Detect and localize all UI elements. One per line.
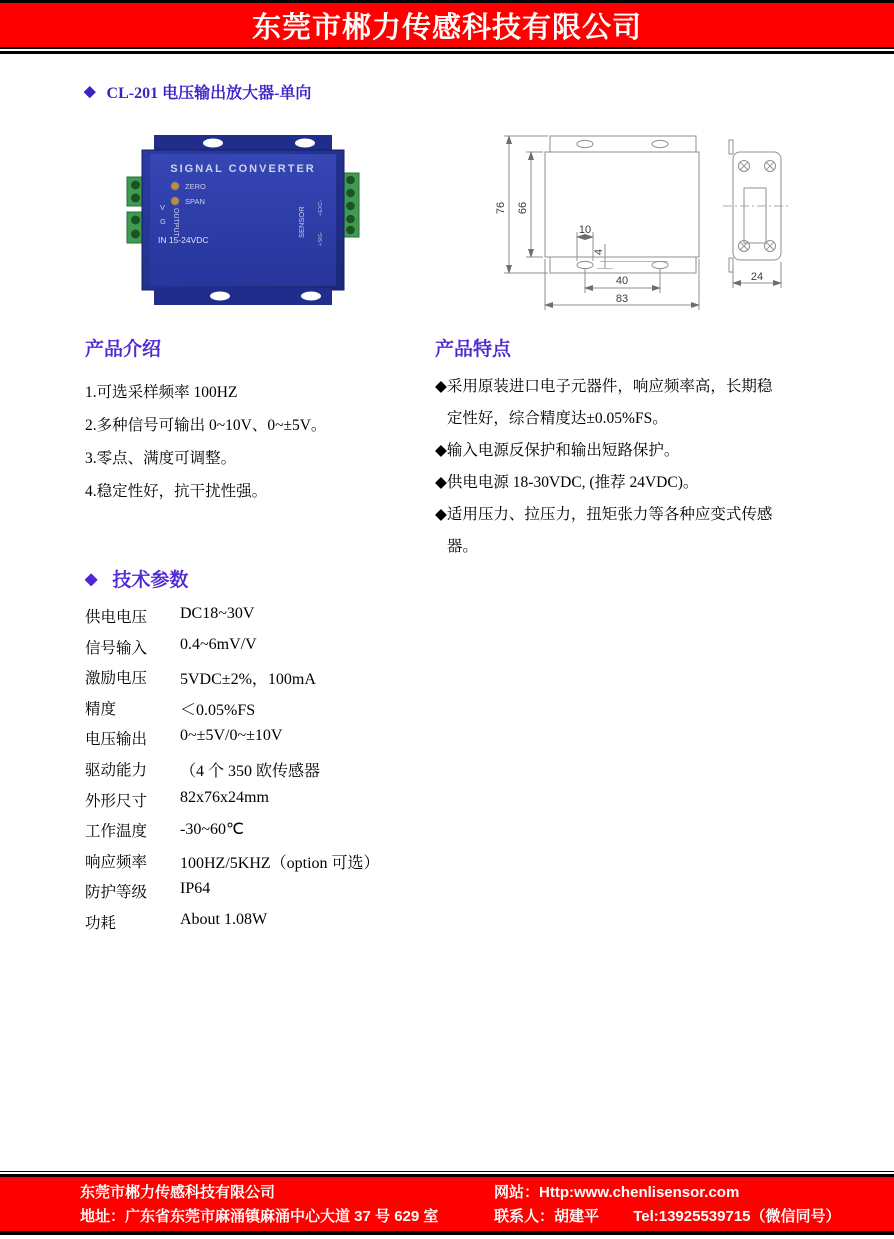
zero-label: ZERO xyxy=(185,182,206,191)
power-label: IN 15-24VDC xyxy=(158,235,209,245)
top-mount-slot xyxy=(203,139,223,148)
dim-40: 40 xyxy=(615,275,629,287)
spec-label: 信号输入 xyxy=(85,639,148,657)
spec-label: 激励电压 xyxy=(85,670,148,688)
diamond-bullet-icon: ◆ xyxy=(435,474,447,491)
footer-website: 网站：Http:www.chenlisensor.com xyxy=(494,1184,740,1201)
spec-row xyxy=(85,850,515,881)
footer xyxy=(0,1171,894,1235)
header xyxy=(0,0,894,54)
spec-label: 精度 xyxy=(85,700,117,718)
front-body xyxy=(545,152,699,257)
product-intro-section xyxy=(85,334,430,508)
spec-value: 0~±5V/0~±10V xyxy=(180,727,283,745)
dim-4: 4 xyxy=(593,248,605,256)
spec-value: 0.4~6mV/V xyxy=(180,635,257,653)
footer-company: 东莞市郴力传感科技有限公司 xyxy=(80,1184,276,1201)
spec-value: -30~60℃ xyxy=(180,821,244,839)
product-photo xyxy=(108,120,388,320)
feature-item xyxy=(435,371,815,435)
footer-left-column xyxy=(0,1181,494,1231)
right-terminal-block xyxy=(342,173,359,237)
bottom-mount-slot xyxy=(301,292,321,301)
bottom-mount-slot xyxy=(210,292,230,301)
spec-label: 功耗 xyxy=(85,914,117,932)
feature-text: 输入电源反保护和输出短路保护。 xyxy=(446,442,680,459)
feature-text: 采用原装进口电子元器件，响应频率高，长期稳定性好，综合精度达±0.05%FS。 xyxy=(446,378,773,427)
product-title-row xyxy=(84,80,311,103)
diamond-icon: ◆ xyxy=(85,570,98,588)
spec-label: 工作温度 xyxy=(85,823,148,841)
spec-value: 5VDC±2%，100mA xyxy=(180,671,316,689)
spec-row xyxy=(85,727,515,758)
spec-row xyxy=(85,697,515,728)
diamond-bullet-icon: ◆ xyxy=(435,378,447,395)
intro-item: 3.零点、满度可调整。 xyxy=(85,450,237,467)
spec-row xyxy=(85,880,515,911)
product-features-section xyxy=(435,334,815,563)
dimension-drawing xyxy=(478,116,808,331)
panel-title: SIGNAL CONVERTER xyxy=(170,163,316,175)
spec-row xyxy=(85,911,515,942)
spec-value: 100HZ/5KHZ（option 可选） xyxy=(180,854,380,872)
intro-item: 4.稳定性好，抗干扰性强。 xyxy=(85,483,268,500)
spec-row xyxy=(85,636,515,667)
footer-bar xyxy=(0,1177,894,1231)
feature-text: 适用压力、拉压力，扭矩张力等各种应变式传感器。 xyxy=(446,506,773,555)
feature-item xyxy=(435,435,815,467)
dim-66: 66 xyxy=(517,201,529,215)
tech-params-section xyxy=(85,565,515,942)
spec-row xyxy=(85,819,515,850)
side-slot xyxy=(744,188,766,243)
spec-table xyxy=(85,605,515,942)
intro-item: 2.多种信号可输出 0~10V、0~±5V。 xyxy=(85,417,327,434)
zero-pot xyxy=(171,182,179,190)
spec-row xyxy=(85,758,515,789)
span-pot xyxy=(171,197,179,205)
sig-label: +SIG- xyxy=(318,231,324,246)
spec-value: （4 个 350 欧传感器 xyxy=(180,762,321,780)
technical-drawing xyxy=(478,116,808,331)
spec-value: About 1.08W xyxy=(180,910,268,928)
footer-bottom-rule xyxy=(0,1231,894,1235)
spec-row xyxy=(85,789,515,820)
spec-value: ＜0.05%FS xyxy=(180,701,256,719)
tech-params-heading-row xyxy=(85,565,515,592)
feature-item xyxy=(435,467,815,499)
spec-row xyxy=(85,605,515,636)
sensor-label: SENSOR xyxy=(297,206,306,238)
tech-params-heading: 技术参数 xyxy=(112,570,189,591)
spec-label: 外形尺寸 xyxy=(85,792,148,810)
intro-heading: 产品介绍 xyxy=(85,339,162,360)
header-bar xyxy=(0,3,894,49)
features-heading: 产品特点 xyxy=(435,339,512,360)
spec-value: 82x76x24mm xyxy=(180,788,269,806)
diamond-bullet-icon: ◆ xyxy=(435,506,447,523)
top-mount-slot xyxy=(295,139,315,148)
front-top-flange xyxy=(550,136,696,152)
spec-value: DC18~30V xyxy=(180,605,255,622)
diamond-bullet-icon: ◆ xyxy=(435,442,447,459)
spec-label: 供电电压 xyxy=(85,609,148,626)
company-title: 东莞市郴力传感科技有限公司 xyxy=(251,11,642,44)
spec-value: IP64 xyxy=(180,880,211,898)
footer-contact-line xyxy=(494,1205,894,1229)
signal-converter-device-image xyxy=(108,120,388,320)
feature-text: 供电电源 18-30VDC, (推荐 24VDC)。 xyxy=(446,474,699,491)
footer-contact: 联系人：胡建平 xyxy=(494,1208,600,1225)
output-label: OUTPUT xyxy=(172,208,179,237)
footer-right-column xyxy=(494,1181,894,1231)
diamond-icon: ◆ xyxy=(84,84,96,100)
v-terminal-label: V xyxy=(160,203,166,212)
dim-76: 76 xyxy=(495,201,507,215)
left-terminal-blocks xyxy=(127,177,144,243)
g-terminal-label: G xyxy=(160,217,166,226)
intro-item: 1.可选采样频率 100HZ xyxy=(85,384,238,401)
exc-label: +EXC- xyxy=(318,199,324,216)
dim-10: 10 xyxy=(578,224,592,236)
front-bottom-flange xyxy=(550,257,696,273)
spec-label: 电压输出 xyxy=(85,731,148,749)
header-bottom-rule xyxy=(0,51,894,54)
product-title: CL-201 电压输出放大器-单向 xyxy=(106,85,312,102)
dim-24: 24 xyxy=(750,271,764,283)
footer-address: 地址：广东省东莞市麻涌镇麻涌中心大道 37 号 629 室 xyxy=(80,1208,439,1225)
span-label: SPAN xyxy=(185,197,205,206)
spec-label: 响应频率 xyxy=(85,853,148,871)
spec-row xyxy=(85,666,515,697)
dim-83: 83 xyxy=(615,293,629,305)
feature-item xyxy=(435,499,815,563)
spec-label: 驱动能力 xyxy=(85,761,148,779)
spec-label: 防护等级 xyxy=(85,884,148,902)
footer-tel: Tel:13925539715（微信同号） xyxy=(633,1208,841,1225)
